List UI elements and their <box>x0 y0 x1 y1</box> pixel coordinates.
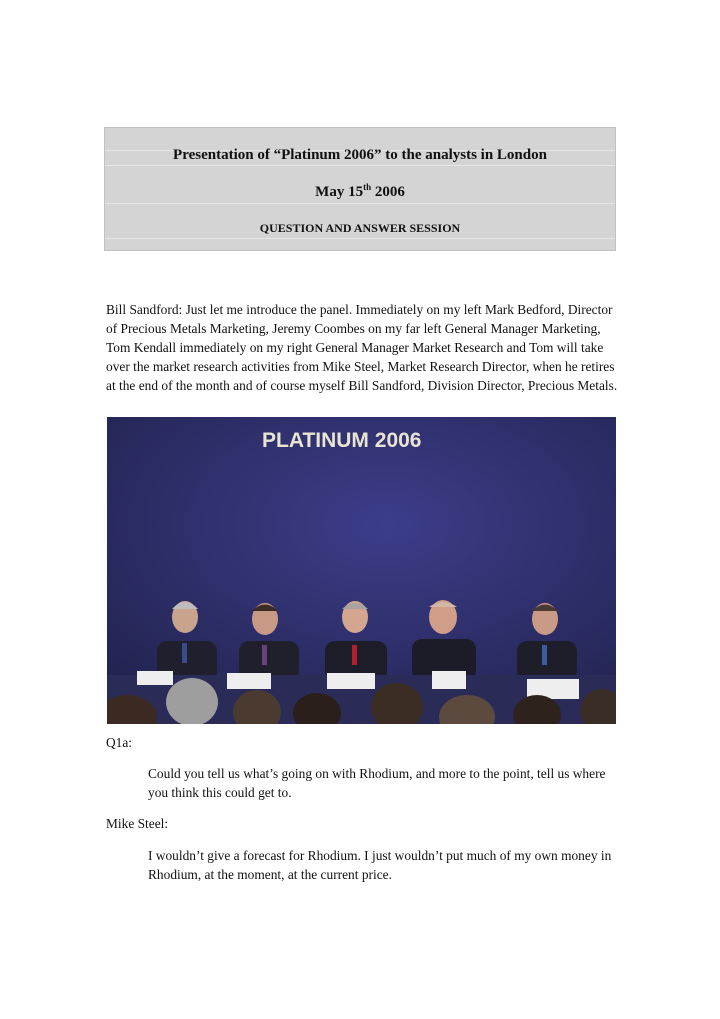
speaker-label: Mike Steel: <box>106 816 169 831</box>
answer-text: I wouldn’t give a forecast for Rhodium. I just wouldn’t put much of my own money in Rhodium, at the moment, at the current price. <box>148 848 612 882</box>
date-ordinal: th <box>363 182 372 192</box>
intro-paragraph: Bill Sandford: Just let me introduce the panel. Immediately on my left Mark Bedford, Director of Precious Metals Marketing, Jeremy Coombes on my far left General Manager Marketing, Tom Kendall immediately on my right General Manager Market Research and Tom will take over the market research activities from Mike Steel, Market Research Director, when he retires at the end of the month and of course myself Bill Sandford, Division Director, Precious Metals. <box>106 302 618 393</box>
panel-photo <box>107 417 616 724</box>
session-heading: QUESTION AND ANSWER SESSION <box>259 221 461 235</box>
question-label: Q1a: <box>106 735 133 750</box>
name-card <box>227 673 271 689</box>
header-rule <box>105 238 615 239</box>
document-date <box>105 184 615 201</box>
question-text: Could you tell us what’s going on with Rhodium, and more to the point, tell us where you think this could get to. <box>148 766 606 800</box>
header-rule <box>105 203 615 204</box>
header-rule <box>105 165 615 166</box>
name-card <box>327 673 375 689</box>
title-block <box>104 127 616 251</box>
date-year: 2006 <box>371 184 405 200</box>
name-card <box>432 671 466 689</box>
document-title: Presentation of “Platinum 2006” to the analysts in London <box>173 147 547 163</box>
name-card <box>137 671 173 685</box>
date-day: May 15 <box>315 184 364 200</box>
banner-text: PLATINUM 2006 <box>262 429 422 452</box>
